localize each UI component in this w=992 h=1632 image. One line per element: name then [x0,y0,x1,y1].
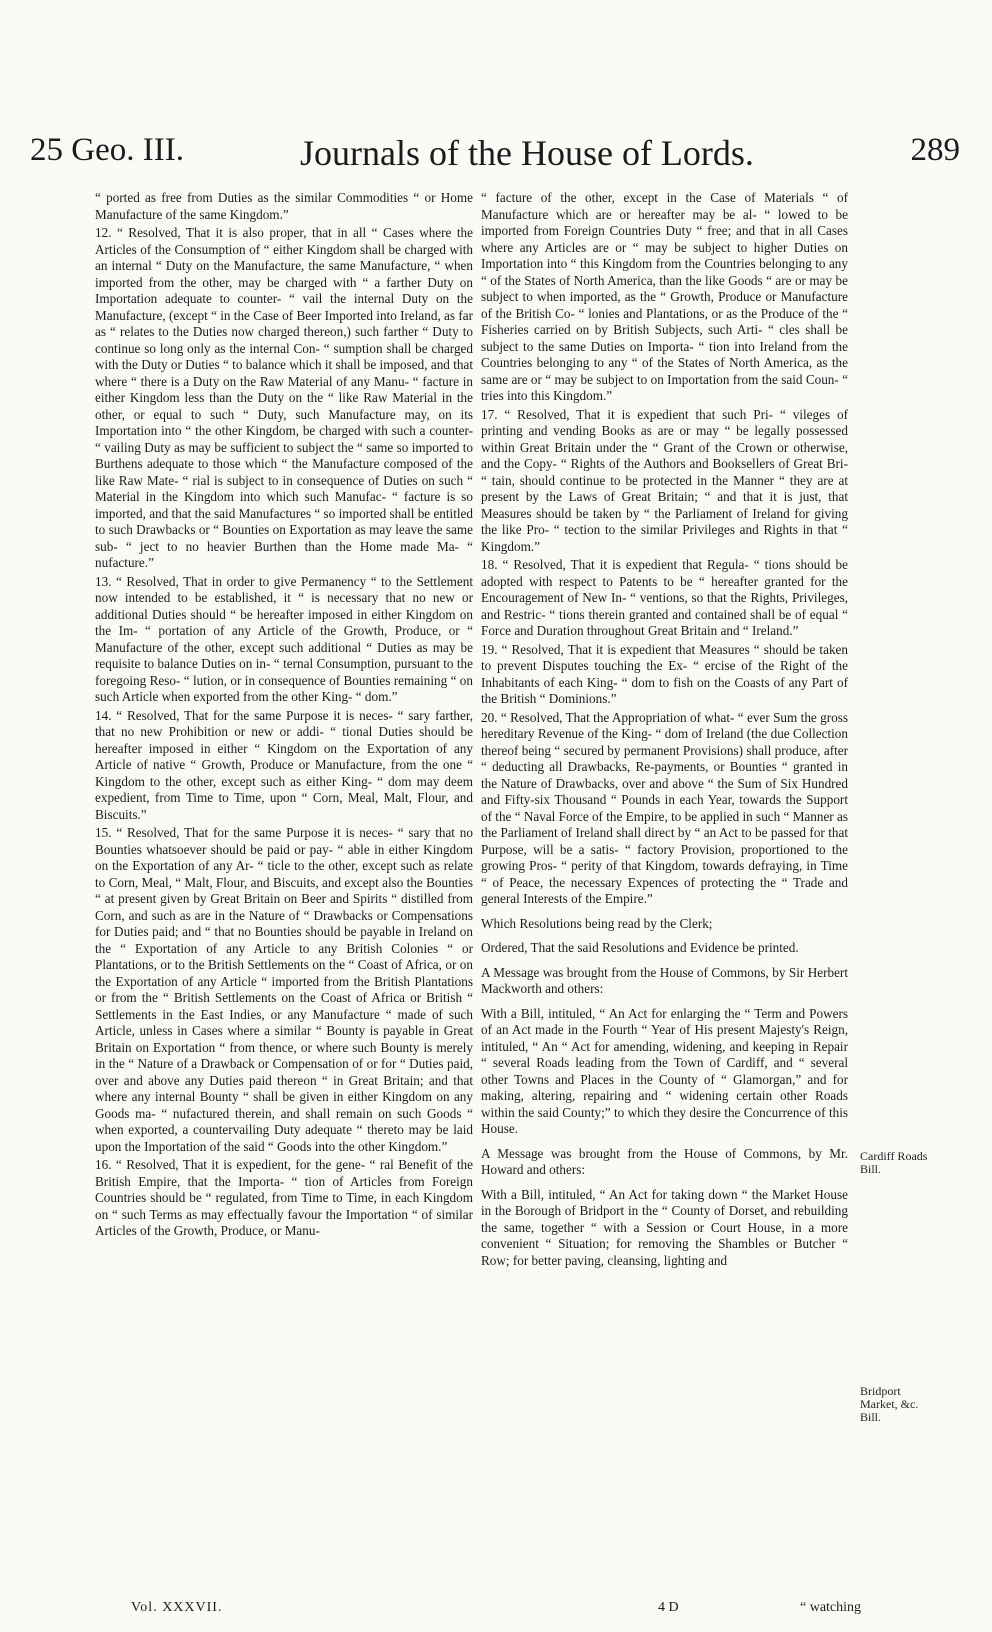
signature-mark: 4 D [658,1600,679,1615]
resolution-16-continued: “ facture of the other, except in the Case of Materials “ of Manufacture which are or hereafter may be al- “ lowed to be imported from Foreign Countries Duty “ free; and that in all Cases where any Articles are or “ may be subject to higher Duties on Importation into “ this Kingdom from the Countries belonging to any “ of the States of North America, than the like Goods “ are or may be subject to when imported, as the “ Growth, Produce or Manufacture of the British Co- “ lonies and Plantations, or as the Produce of the “ Fisheries carried on by British Subjects, such Arti- “ cles shall be subject to the same Duties on Importa- “ tion into Ireland from the Countries belonging to any “ of the States of North America, as the same are or “ may be subject to on Importation from the said Coun- “ tries into this Kingdom.” [481,190,848,403]
margin-note-cardiff: Cardiff Roads Bill. [860,1149,928,1176]
resolution-16: 16. “ Resolved, That it is expedient, for the gene- “ ral Benefit of the British Empire, that the Importa- “ tion of Articles from Foreign Countries should be “ regulated, from Time to Time, in each Kingdom on “ such Terms as may effectually favour the Importation “ of similar Articles of the Growth, Produce, or Manu- [95,1157,473,1238]
resolution-14: 14. “ Resolved, That for the same Purpose it is neces- “ sary farther, that no new Prohibition or new or addi- “ tional Duties should be hereafter imposed in either “ Kingdom on the Exportation of any Article of native “ Growth, Produce or Manufacture, from the one “ Kingdom to the other, except such as either King- “ dom may deem expedient, from Time to Time, upon “ Corn, Meal, Malt, Flour, and Biscuits.” [95,707,473,822]
resolution-17: 17. “ Resolved, That it is expedient that such Pri- “ vileges of printing and vending Books as are or may “ be legally possessed within Great Britain under the “ Grant of the Crown or otherwise, and the Copy- “ Rights of the Authors and Booksellers of Great Bri- “ tain, should continue to be protected in the Manner “ they are at present by the Laws of Great Britain; “ and that it is just, that Measures should be taken by “ the Parliament of Ireland for giving the like Pro- “ tection to the similar Privileges and Rights in that “ Kingdom.” [481,406,848,554]
bill-cardiff-roads: With a Bill, intituled, “ An Act for enlarging the “ Term and Powers of an Act made in the Fourth “ Year of His present Majesty's Reign, intituled, “ An “ Act for amending, widening, and keeping in Repair “ several Roads leading from the Town of Cardiff, and “ several other Towns and Places in the County of “ Glamorgan,” and for making, altering, repairing and “ widening certain other Roads within the said County;” to which they desire the Concurrence of this House. [481,1005,848,1136]
page-header [30,132,960,180]
journal-title: Journals of the House of Lords. [300,133,754,173]
left-column [95,190,473,1620]
resolution-13: 13. “ Resolved, That in order to give Permanency “ to the Settlement now intended to be established, it “ is necessary that no new or additional Duties should “ be hereafter imposed in either Kingdom on the Im- “ portation of any Article of the Growth, Produce, or “ Manufacture of the other, except such additional “ Duties as may be requisite to balance Duties on in- “ ternal Consumption, pursuant to the foregoing Reso- “ lution, or in consequence of Bounties remaining “ on such Article when exported from the other King- “ dom.” [95,573,473,704]
resolution-15: 15. “ Resolved, That for the same Purpose it is neces- “ sary that no Bounties whatsoever should be paid or pay- “ able in either Kingdom on the Exportation of any Ar- “ ticle to the other, except such as relate to Corn, Meal, “ Malt, Flour, and Biscuits, and except also the Bounties “ at present given by Great Britain on Beer and Spirits “ distilled from Corn, and such as are in the Nature of “ Drawbacks or Compensations for Duties paid; and “ that no Bounties should be payable in Ireland on the “ Exportation of any Article to any British Colonies “ or Plantations, or to the British Settlements on the “ Coast of Africa, or on the Exportation of any Article “ imported from the British Plantations or from the “ British Settlements on the Coast of Africa or British “ Settlements in the East Indies, or any Manufacture “ made of such Article, unless in Cases where a similar “ Bounty is payable in Great Britain on Exportation “ from thence, or where such Bounty is merely in the “ Nature of a Drawback or Compensation of or for “ Duties paid, over and above any Duties paid thereon “ in Great Britain; and that where any internal Bounty “ shall be given in either Kingdom on any Goods ma- “ nufactured therein, and shall remain on such Goods “ when exported, a countervailing Duty adequate “ thereto may be laid upon the Importation of the said “ Goods into the other Kingdom.” [95,825,473,1154]
resolution-20: 20. “ Resolved, That the Appropriation of what- “ ever Sum the gross hereditary Revenue of the King- “ dom of Ireland (the due Collection thereof being “ secured by permanent Provisions) shall produce, after “ deducting all Drawbacks, Re-payments, or Bounties “ granted in the Nature of Drawbacks, over and above “ the Sum of Six Hundred and Fifty-six Thousand “ Pounds in each Year, towards the Support of the “ Naval Force of the Empire, to be applied in such “ Manner as the Parliament of Ireland shall direct by “ an Act to be passed for that Purpose, will be a satis- “ factory Provision, proportioned to the growing Pros- “ perity of that Kingdom, towards defraying, in Time “ of Peace, the necessary Expences of protecting the “ Trade and general Interests of the Empire.” [481,709,848,906]
resolution-18: 18. “ Resolved, That it is expedient that Regula- “ tions should be adopted with respect to Patents to be “ hereafter granted for the Encouragement of New In- “ ventions, so that the Rights, Privileges, and Restric- “ tions therein granted and contained shall be of equal “ Force and Duration throughout Great Britain and “ Ireland.” [481,557,848,638]
catchword: “ watching [800,1600,862,1615]
resolution-12: 12. “ Resolved, That it is also proper, that in all “ Cases where the Articles of the Consumption of “ either Kingdom shall be charged with an internal “ Duty on the Manufacture, the same Manufacture, “ when imported from the other, may be charged with “ a farther Duty on Importation adequate to counter- “ vail the internal Duty on the Manufacture, (except “ in the Case of Beer Imported into Ireland, as far as “ relates to the Duties now charged thereon,) such farther “ Duty to continue so long only as the internal Con- “ sumption shall be charged with the Duty or Duties “ to balance which it shall be imposed, and that where “ there is a Duty on the Raw Material of any Manu- “ facture in either Kingdom less than the Duty on the “ like Raw Material in the other, or equal to such “ Duty, such Manufacture may, on its Importation into “ the other Kingdom, be charged with such a counter- “ vailing Duty as may be sufficient to subject the “ same so imported to Burthens adequate to those which “ the Manufacture composed of the like Raw Mate- “ rial is subject to in consequence of Duties on such “ Material in the Kingdom into which such Manufac- “ facture is so imported, and that the said Manufactures “ so imported shall be entitled to such Drawbacks or “ Bounties on Exportation as may leave the same sub- “ ject to no heavier Burthen than the Home made Ma- “ nufacture.” [95,225,473,570]
regnal-year: 25 Geo. III. [30,132,184,168]
message-commons-1: A Message was brought from the House of Commons, by Sir Herbert Mackworth and others: [481,964,848,996]
margin-note-bridport: Bridport Market, &c. Bill. [860,1384,919,1424]
message-commons-2: A Message was brought from the House of Commons, by Mr. Howard and others: [481,1145,848,1177]
volume-footer: Vol. XXXVII. [131,1600,223,1615]
bill-bridport-market: With a Bill, intituled, “ An Act for taking down “ the Market House in the Borough of Bridport in the “ County of Dorset, and rebuilding the same, together “ with a Session or Court House, in a more convenient “ Situation; for removing the Shambles or Butcher “ Row; for better paving, cleansing, lighting and [481,1186,848,1268]
resolution-11-end: “ ported as free from Duties as the similar Commodities “ or Home Manufacture of the same Kingdom.” [95,190,473,222]
resolutions-read: Which Resolutions being read by the Clerk; [481,915,713,931]
resolution-19: 19. “ Resolved, That it is expedient that Measures “ should be taken to prevent Disputes touching the Ex- “ ercise of the Right of the Inhabitants of each King- “ dom to fish on the Coasts of any Part of the British “ Dominions.” [481,641,848,706]
right-column [481,190,848,1600]
page-number: 289 [910,132,960,168]
ordered-printed: Ordered, That the said Resolutions and Evidence be printed. [481,940,799,955]
